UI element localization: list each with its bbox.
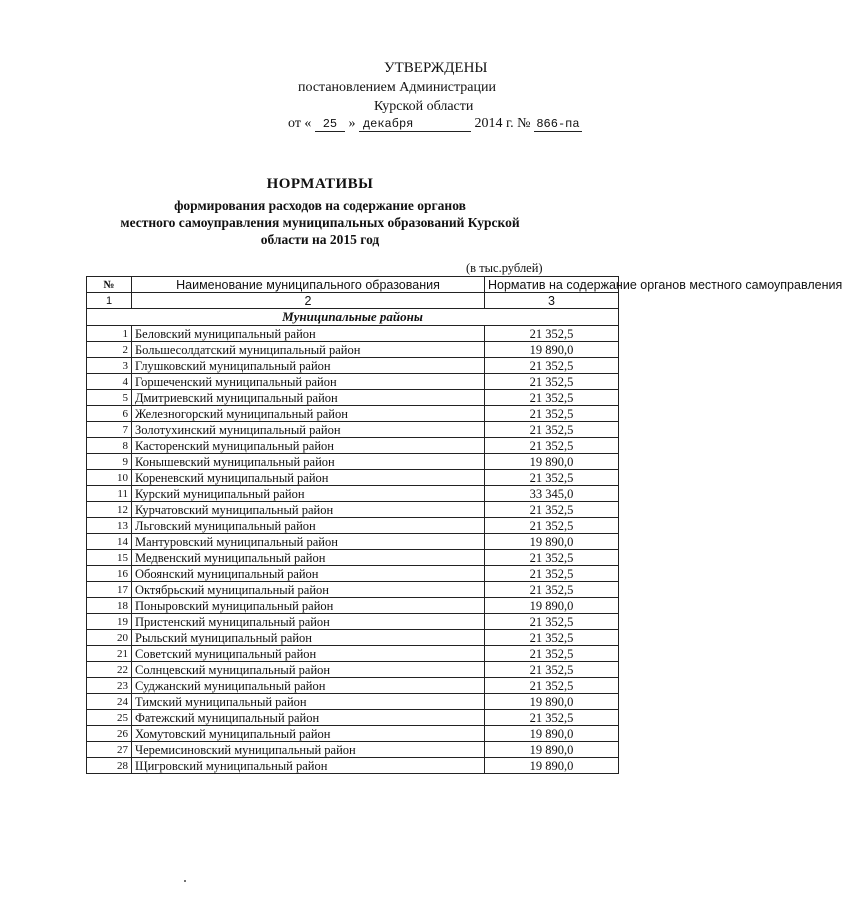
table-row: [87, 326, 619, 342]
row-number: 28: [87, 758, 132, 774]
row-value: 21 352,5: [485, 374, 619, 390]
row-number: 11: [87, 486, 132, 502]
row-value: 21 352,5: [485, 582, 619, 598]
table-header-row: [87, 277, 619, 293]
table-row: [87, 358, 619, 374]
row-name: Большесолдатский муниципальный район: [132, 342, 485, 358]
table-row: [87, 454, 619, 470]
row-value: 21 352,5: [485, 550, 619, 566]
approval-number: 866-па: [534, 117, 582, 132]
table-row: [87, 582, 619, 598]
approval-year: 2014 г. №: [474, 116, 531, 131]
table-row: [87, 678, 619, 694]
approval-from: от «: [288, 116, 312, 131]
row-value: 21 352,5: [485, 566, 619, 582]
row-number: 6: [87, 406, 132, 422]
row-number: 25: [87, 710, 132, 726]
approval-heading: УТВЕРЖДЕНЫ: [384, 60, 488, 76]
row-name: Кореневский муниципальный район: [132, 470, 485, 486]
title-line-4: области на 2015 год: [260, 232, 380, 247]
table-row: [87, 534, 619, 550]
row-number: 26: [87, 726, 132, 742]
approval-month: декабря: [359, 117, 471, 132]
approval-day: 25: [315, 117, 345, 132]
table-row: [87, 646, 619, 662]
row-number: 12: [87, 502, 132, 518]
row-name: Курчатовский муниципальный район: [132, 502, 485, 518]
row-value: 21 352,5: [485, 502, 619, 518]
row-number: 1: [87, 326, 132, 342]
row-number: 18: [87, 598, 132, 614]
norms-table: [86, 276, 842, 774]
table-row: [87, 342, 619, 358]
row-value: 21 352,5: [485, 710, 619, 726]
row-number: 16: [87, 566, 132, 582]
row-value: 21 352,5: [485, 518, 619, 534]
row-name: Щигровский муниципальный район: [132, 758, 485, 774]
row-name: Тимский муниципальный район: [132, 694, 485, 710]
row-name: Конышевский муниципальный район: [132, 454, 485, 470]
row-name: Медвенский муниципальный район: [132, 550, 485, 566]
column-number-row: [87, 293, 619, 309]
row-name: Солнцевский муниципальный район: [132, 662, 485, 678]
table-row: [87, 550, 619, 566]
row-name: Льговский муниципальный район: [132, 518, 485, 534]
row-name: Беловский муниципальный район: [132, 326, 485, 342]
row-name: Рыльский муниципальный район: [132, 630, 485, 646]
table-row: [87, 630, 619, 646]
row-value: 21 352,5: [485, 646, 619, 662]
title-line-2: формирования расходов на содержание органов: [174, 198, 466, 213]
table-row: [87, 694, 619, 710]
row-name: Горшеченский муниципальный район: [132, 374, 485, 390]
row-name: Железногорский муниципальный район: [132, 406, 485, 422]
row-value: 21 352,5: [485, 406, 619, 422]
row-value: 21 352,5: [485, 326, 619, 342]
row-number: 5: [87, 390, 132, 406]
column-number-3: 3: [485, 293, 619, 309]
header-number: №: [87, 277, 132, 293]
column-number-1: 1: [87, 293, 132, 309]
row-name: Мантуровский муниципальный район: [132, 534, 485, 550]
row-value: 21 352,5: [485, 470, 619, 486]
table-row: [87, 742, 619, 758]
table-row: [87, 710, 619, 726]
row-number: 17: [87, 582, 132, 598]
row-value: 33 345,0: [485, 486, 619, 502]
row-name: Черемисиновский муниципальный район: [132, 742, 485, 758]
row-number: 14: [87, 534, 132, 550]
row-number: 24: [87, 694, 132, 710]
row-name: Обоянский муниципальный район: [132, 566, 485, 582]
table-row: [87, 566, 619, 582]
table-row: [87, 502, 619, 518]
row-name: Золотухинский муниципальный район: [132, 422, 485, 438]
row-name: Пристенский муниципальный район: [132, 614, 485, 630]
row-name: Дмитриевский муниципальный район: [132, 390, 485, 406]
table-row: [87, 518, 619, 534]
row-number: 20: [87, 630, 132, 646]
row-name: Касторенский муниципальный район: [132, 438, 485, 454]
title-main: НОРМАТИВЫ: [266, 176, 374, 192]
header-name: Наименование муниципального образования: [132, 277, 485, 293]
row-value: 19 890,0: [485, 694, 619, 710]
table-row: [87, 758, 619, 774]
row-number: 27: [87, 742, 132, 758]
row-name: Суджанский муниципальный район: [132, 678, 485, 694]
approval-line-3: Курской области: [374, 99, 474, 114]
row-value: 19 890,0: [485, 742, 619, 758]
row-number: 4: [87, 374, 132, 390]
table-row: [87, 422, 619, 438]
approval-date-line: [288, 116, 582, 132]
row-number: 10: [87, 470, 132, 486]
row-value: 21 352,5: [485, 438, 619, 454]
table-row: [87, 726, 619, 742]
header-norm: Норматив на содержание органов местного самоуправления: [485, 277, 619, 293]
row-number: 9: [87, 454, 132, 470]
section-label: Муниципальные районы: [87, 309, 619, 326]
row-number: 8: [87, 438, 132, 454]
table-row: [87, 486, 619, 502]
table-row: [87, 598, 619, 614]
row-name: Поныровский муниципальный район: [132, 598, 485, 614]
row-value: 21 352,5: [485, 678, 619, 694]
row-number: 3: [87, 358, 132, 374]
units-note: (в тыс.рублей): [466, 261, 543, 275]
approval-close-quote: »: [348, 116, 356, 131]
table-row: [87, 438, 619, 454]
row-number: 15: [87, 550, 132, 566]
row-value: 21 352,5: [485, 358, 619, 374]
row-name: Курский муниципальный район: [132, 486, 485, 502]
row-number: 13: [87, 518, 132, 534]
row-value: 21 352,5: [485, 630, 619, 646]
row-name: Советский муниципальный район: [132, 646, 485, 662]
row-number: 19: [87, 614, 132, 630]
row-name: Фатежский муниципальный район: [132, 710, 485, 726]
table-row: [87, 614, 619, 630]
row-value: 19 890,0: [485, 342, 619, 358]
row-name: Глушковский муниципальный район: [132, 358, 485, 374]
table-row: [87, 406, 619, 422]
row-value: 19 890,0: [485, 758, 619, 774]
title-line-3: местного самоуправления муниципальных образований Курской: [120, 215, 520, 230]
row-name: Октябрьский муниципальный район: [132, 582, 485, 598]
table-row: [87, 470, 619, 486]
row-value: 21 352,5: [485, 390, 619, 406]
row-number: 23: [87, 678, 132, 694]
row-number: 21: [87, 646, 132, 662]
row-number: 2: [87, 342, 132, 358]
section-row: [87, 309, 619, 326]
stray-dot: [184, 880, 186, 882]
row-value: 19 890,0: [485, 534, 619, 550]
row-value: 19 890,0: [485, 598, 619, 614]
row-value: 21 352,5: [485, 662, 619, 678]
table-row: [87, 390, 619, 406]
row-value: 19 890,0: [485, 726, 619, 742]
document-title: [0, 176, 640, 248]
row-value: 21 352,5: [485, 422, 619, 438]
table-row: [87, 662, 619, 678]
row-number: 7: [87, 422, 132, 438]
column-number-2: 2: [132, 293, 485, 309]
row-value: 19 890,0: [485, 454, 619, 470]
approval-line-2: постановлением Администрации: [298, 80, 496, 95]
row-number: 22: [87, 662, 132, 678]
row-name: Хомутовский муниципальный район: [132, 726, 485, 742]
row-value: 21 352,5: [485, 614, 619, 630]
table-row: [87, 374, 619, 390]
